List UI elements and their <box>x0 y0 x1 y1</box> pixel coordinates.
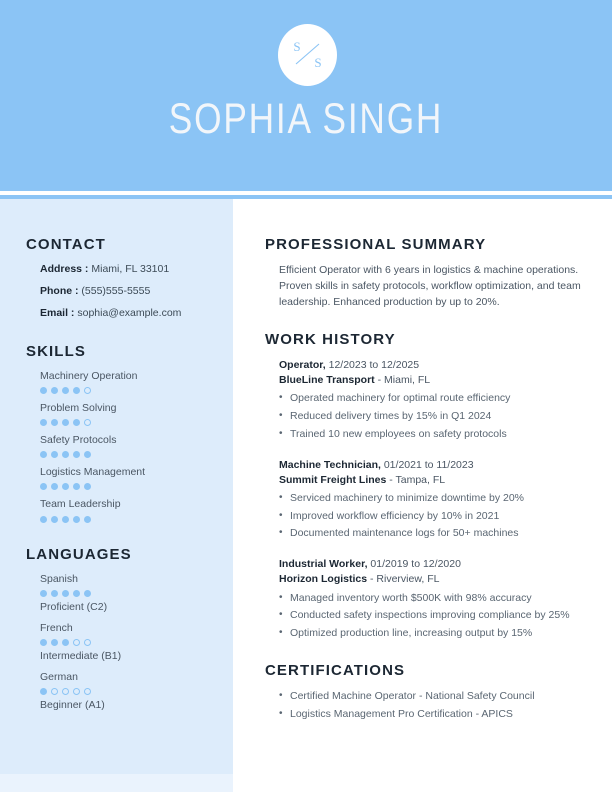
certifications-section <box>265 662 588 723</box>
skill-label: Team Leadership <box>40 498 121 511</box>
rating-dot-filled <box>51 639 58 646</box>
rating-dot-filled <box>62 590 69 597</box>
rating-dot-empty <box>62 688 69 695</box>
sidebar-footer-strip <box>0 774 233 792</box>
job-bullets <box>279 391 588 442</box>
rating-dot-filled <box>62 639 69 646</box>
skill-label: Machinery Operation <box>40 369 138 382</box>
job-title: Machine Technician, <box>279 458 381 471</box>
job-title: Operator, <box>279 358 326 371</box>
skill-item <box>40 369 211 395</box>
job-company: Horizon Logistics <box>279 573 368 586</box>
rating-dot-empty <box>84 419 91 426</box>
monogram-initial-top: S <box>293 39 301 54</box>
job-bullets <box>279 491 588 542</box>
skill-label: Logistics Management <box>40 466 146 479</box>
contact-value-email: sophia@example.com <box>77 306 182 319</box>
rating-dot-empty <box>73 639 80 646</box>
contact-label-phone: Phone : <box>40 284 79 297</box>
rating-dot-filled <box>73 483 80 490</box>
skill-rating-dots <box>40 386 211 395</box>
page-title: SOPHIA SINGH <box>168 95 444 143</box>
rating-dot-filled <box>40 516 47 523</box>
job-bullet: • Improved workflow efficiency by 10% in 2021 <box>279 509 588 525</box>
skills-section <box>26 343 211 524</box>
skill-label: Problem Solving <box>40 401 117 414</box>
job-entry <box>279 458 588 558</box>
languages-section <box>26 546 211 713</box>
job-title-line <box>279 557 588 572</box>
skill-label: Safety Protocols <box>40 434 117 447</box>
summary-heading: PROFESSIONAL SUMMARY <box>265 236 487 253</box>
work-history-section <box>265 331 588 657</box>
skills-list <box>40 369 211 524</box>
languages-list <box>40 572 211 713</box>
rating-dot-filled <box>84 590 91 597</box>
job-location: - Riverview, FL <box>370 573 440 586</box>
rating-dot-filled <box>62 451 69 458</box>
work-history-heading: WORK HISTORY <box>265 330 396 348</box>
job-bullet: • Reduced delivery times by 15% in Q1 2024 <box>279 409 588 425</box>
rating-dot-filled <box>40 483 47 490</box>
contact-section <box>26 236 211 321</box>
rating-dot-filled <box>40 451 47 458</box>
rating-dot-filled <box>40 419 47 426</box>
contact-label-email: Email : <box>40 306 75 319</box>
language-level: Beginner (A1) <box>40 699 105 712</box>
skills-heading: SKILLS <box>26 342 86 360</box>
rating-dot-filled <box>73 451 80 458</box>
job-org-line <box>279 572 588 587</box>
certifications-heading: CERTIFICATIONS <box>265 661 406 679</box>
language-item <box>40 621 211 663</box>
job-dates: 01/2019 to 12/2020 <box>370 558 461 571</box>
rating-dot-filled <box>51 516 58 523</box>
language-label: German <box>40 671 78 684</box>
summary-text: Efficient Operator with 6 years in logistics & machine operations. Proven skills in safety protocols, workflow optimization, and team leadership. Enhanced production by up to 20%. <box>279 264 581 308</box>
job-location: - Tampa, FL <box>389 473 446 486</box>
skill-item <box>40 497 211 523</box>
job-company: BlueLine Transport <box>279 374 375 387</box>
job-bullet: • Trained 10 new employees on safety protocols <box>279 427 588 443</box>
rating-dot-empty <box>73 688 80 695</box>
rating-dot-empty <box>84 639 91 646</box>
main-content <box>233 199 612 792</box>
rating-dot-filled <box>73 419 80 426</box>
rating-dot-filled <box>84 483 91 490</box>
job-entry <box>279 557 588 657</box>
skill-rating-dots <box>40 515 211 524</box>
contact-row-phone <box>40 284 211 299</box>
skill-rating-dots <box>40 482 211 491</box>
job-bullet: • Serviced machinery to minimize downtime by 20% <box>279 491 588 507</box>
certification-item: • Logistics Management Pro Certification - APICS <box>279 707 588 723</box>
job-bullets <box>279 591 588 642</box>
summary-section <box>265 236 588 311</box>
rating-dot-empty <box>84 688 91 695</box>
sidebar <box>0 199 233 774</box>
rating-dot-filled <box>40 387 47 394</box>
certifications-list <box>279 689 588 723</box>
job-title-line <box>279 358 588 373</box>
job-entry <box>279 358 588 458</box>
contact-label-address: Address : <box>40 263 89 275</box>
job-org-line <box>279 473 588 488</box>
job-org-line <box>279 373 588 388</box>
rating-dot-empty <box>51 688 58 695</box>
skill-rating-dots <box>40 418 211 427</box>
rating-dot-filled <box>51 483 58 490</box>
language-rating-dots <box>40 589 211 598</box>
language-item <box>40 572 211 614</box>
skill-item <box>40 465 211 491</box>
job-title: Industrial Worker, <box>279 558 368 571</box>
rating-dot-filled <box>51 419 58 426</box>
job-dates: 12/2023 to 12/2025 <box>328 358 420 371</box>
rating-dot-filled <box>73 590 80 597</box>
contact-row-address <box>40 262 211 277</box>
job-location: - Miami, FL <box>377 374 431 387</box>
languages-heading: LANGUAGES <box>26 545 132 563</box>
skill-rating-dots <box>40 450 211 459</box>
job-dates: 01/2021 to 11/2023 <box>383 458 474 471</box>
rating-dot-filled <box>51 451 58 458</box>
rating-dot-filled <box>62 483 69 490</box>
certification-item: • Certified Machine Operator - National Safety Council <box>279 689 588 705</box>
rating-dot-filled <box>62 387 69 394</box>
contact-value-address: Miami, FL 33101 <box>91 263 170 275</box>
rating-dot-empty <box>84 387 91 394</box>
contact-row-email <box>40 306 211 321</box>
rating-dot-filled <box>51 387 58 394</box>
contact-heading: CONTACT <box>26 236 106 253</box>
job-bullet: • Conducted safety inspections improving compliance by 25% <box>279 608 588 624</box>
rating-dot-filled <box>62 419 69 426</box>
language-level: Intermediate (B1) <box>40 650 122 663</box>
rating-dot-filled <box>73 387 80 394</box>
job-bullet: • Operated machinery for optimal route efficiency <box>279 391 588 407</box>
skill-item <box>40 401 211 427</box>
rating-dot-filled <box>62 516 69 523</box>
rating-dot-filled <box>40 639 47 646</box>
rating-dot-filled <box>51 590 58 597</box>
job-bullet: • Managed inventory worth $500K with 98% accuracy <box>279 591 588 607</box>
language-label: French <box>40 621 73 634</box>
skill-item <box>40 433 211 459</box>
rating-dot-filled <box>84 451 91 458</box>
rating-dot-filled <box>84 516 91 523</box>
job-bullet: • Optimized production line, increasing output by 15% <box>279 626 588 642</box>
resume-header <box>0 0 612 191</box>
job-company: Summit Freight Lines <box>279 473 387 486</box>
monogram-icon <box>278 24 337 86</box>
language-item <box>40 670 211 712</box>
job-title-line <box>279 458 588 473</box>
contact-list <box>40 262 211 321</box>
contact-value-phone: (555)555-5555 <box>81 284 151 297</box>
monogram-initial-bottom: S <box>314 55 322 70</box>
monogram-logo <box>278 24 337 86</box>
rating-dot-filled <box>40 688 47 695</box>
rating-dot-filled <box>40 590 47 597</box>
language-level: Proficient (C2) <box>40 600 108 613</box>
rating-dot-filled <box>73 516 80 523</box>
language-rating-dots <box>40 687 211 696</box>
language-label: Spanish <box>40 572 78 585</box>
job-bullet: • Documented maintenance logs for 50+ machines <box>279 526 588 542</box>
language-rating-dots <box>40 638 211 647</box>
